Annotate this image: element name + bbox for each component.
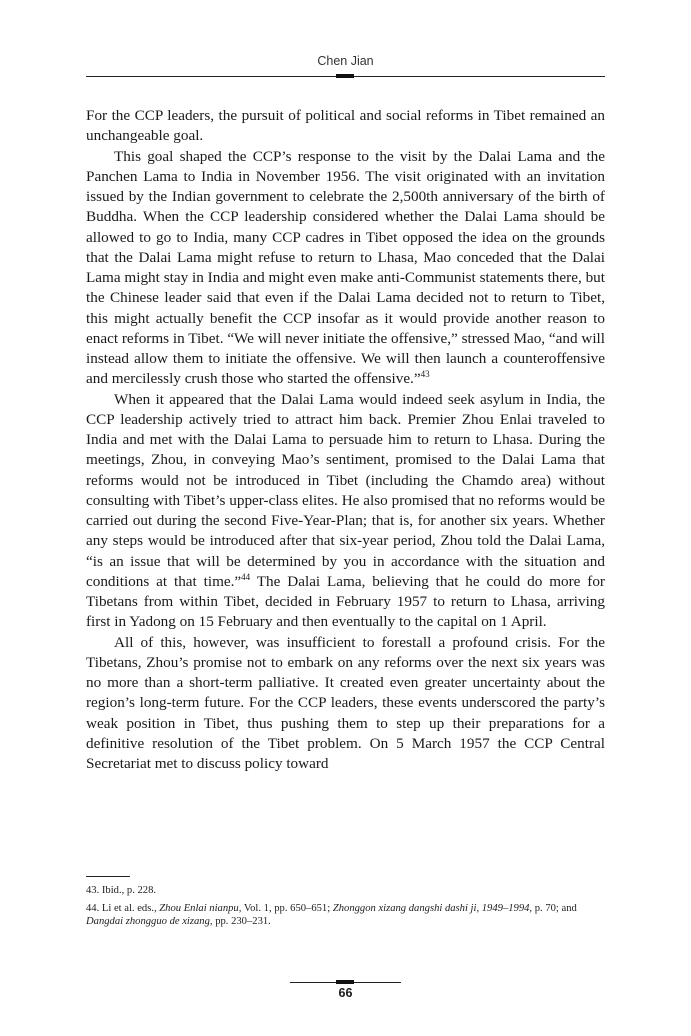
footnote-rule bbox=[86, 876, 130, 877]
page-number: 66 bbox=[338, 986, 353, 1000]
footnote-44-part-c: , Vol. 1, pp. 650–651; bbox=[238, 902, 333, 914]
footnote-44-title-3: Dangdai zhongguo de xizang bbox=[86, 916, 210, 927]
running-head: Chen Jian bbox=[317, 54, 374, 68]
note-ref-44: 44 bbox=[241, 571, 251, 582]
paragraph-3-text-b: The Dalai Lama, believing that he could do more for Tibetans from within Tibet, decided in February 1957 to return to Lhasa, arriving first in Yadong on 15 February and then eventually to the capital on 1 April. bbox=[86, 572, 605, 631]
footnote-43: 43. Ibid., p. 228. bbox=[86, 885, 157, 896]
footnote-44-part-a: 44. Li et al. eds., bbox=[86, 902, 160, 914]
footnotes bbox=[86, 884, 605, 933]
footnote-44-title-1: Zhou Enlai nianpu bbox=[159, 902, 239, 914]
footer-rule-tab bbox=[336, 980, 354, 984]
footnote-44-part-g: , pp. 230–231. bbox=[209, 916, 271, 927]
footnote-44-part-e: , p. 70; and bbox=[529, 902, 577, 914]
paragraph-2 bbox=[86, 147, 605, 390]
footnote-44 bbox=[86, 902, 605, 929]
paragraph-4: All of this, however, was insufficient to forestall a profound crisis. For the Tibetans, Zhou’s promise not to embark on any reforms over the next six years was no more than a short-term palliative. It created even greater uncertainty about the region’s long-term future. For the CCP leaders, these events underscored the party’s weak position in Tibet, thus pushing them to step up their preparations for a definitive resolution of the Tibet problem. On 5 March 1957 the CCP Central Secretariat met to discuss policy toward bbox=[86, 633, 605, 772]
note-ref-43: 43 bbox=[420, 369, 430, 380]
paragraph-3 bbox=[86, 390, 605, 633]
paragraph-1: For the CCP leaders, the pursuit of political and social reforms in Tibet remained an unchangeable goal. bbox=[86, 107, 605, 145]
paragraph-3-text-a: When it appeared that the Dalai Lama would indeed seek asylum in India, the CCP leadership actively tried to attract him back. Premier Zhou Enlai traveled to India and met with the Dalai Lama to persuade him to return to Lhasa. During the meetings, Zhou, in conveying Mao’s sentiment, promised to the Dalai Lama that reforms would not be introduced in Tibet (including the Chamdo area) without consulting with Tibet’s upper-class elites. He also promised that no reforms would be carried out during the second Five-Year-Plan; that is, for another six years. Whether any steps would be introduced after that six-year period, Zhou told the Dalai Lama, “is an issue that will be determined by you in accordance with the situation and conditions at that time.” bbox=[86, 390, 605, 590]
header-rule-tab bbox=[336, 74, 354, 78]
body-text bbox=[86, 106, 605, 774]
footnote-44-title-2: Zhonggon xizang dangshi dashi ji, 1949–1994 bbox=[332, 902, 530, 914]
paragraph-2-text: This goal shaped the CCP’s response to the visit by the Dalai Lama and the Panchen Lama to India in November 1956. The visit originated with an invitation issued by the Indian government to celebrate the 2,500th anniversary of the birth of Buddha. When the CCP leadership considered whether the Dalai Lama should be allowed to go to India, many CCP cadres in Tibet opposed the idea on the grounds that the Dalai Lama might refuse to return to Lhasa, Mao conceded that the Dalai Lama might stay in India and might even make anti-Communist statements there, but the Chinese leader said that even if the Dalai Lama decided not to return to Tibet, this might actually benefit the CCP insofar as it would provide another reason to enact reforms in Tibet. “We will never initiate the offensive,” stressed Mao, “and will instead allow them to initiate the offensive. We will then launch a counteroffensive and mercilessly crush those who started the offensive.” bbox=[86, 147, 605, 388]
